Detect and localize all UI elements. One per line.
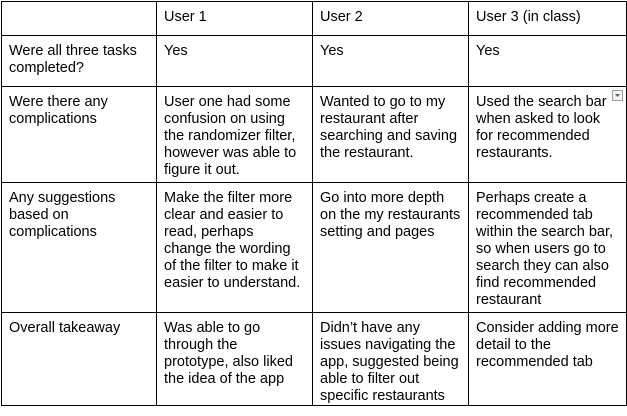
chevron-down-icon xyxy=(613,91,622,100)
header-row xyxy=(2,2,627,36)
row-label-tasks-completed[interactable]: Were all three tasks completed? xyxy=(2,36,157,87)
table-row xyxy=(2,313,627,406)
row-label-suggestions[interactable]: Any suggestions based on complications xyxy=(2,183,157,313)
active-table-cell[interactable] xyxy=(469,87,627,183)
table-cell[interactable]: Didn’t have any issues navigating the app, suggested being able to filter out specific restaurants xyxy=(313,313,469,406)
header-cell-user-2[interactable]: User 2 xyxy=(313,2,469,36)
table-row xyxy=(2,183,627,313)
table-cell[interactable]: Yes xyxy=(313,36,469,87)
table-cell[interactable]: Consider adding more detail to the recommended tab xyxy=(469,313,627,406)
row-label-complications[interactable]: Were there any complications xyxy=(2,87,157,183)
header-cell-user-3[interactable]: User 3 (in class) xyxy=(469,2,627,36)
table-cell[interactable]: Make the filter more clear and easier to read, perhaps change the wording of the filter to make it easier to understand. xyxy=(157,183,313,313)
table-cell[interactable]: Wanted to go to my restaurant after searching and saving the restaurant. xyxy=(313,87,469,183)
header-cell-user-1[interactable]: User 1 xyxy=(157,2,313,36)
table-cell[interactable]: Yes xyxy=(469,36,627,87)
row-label-overall-takeaway[interactable]: Overall takeaway xyxy=(2,313,157,406)
table-row xyxy=(2,87,627,183)
header-cell-empty[interactable] xyxy=(2,2,157,36)
table-cell[interactable]: Was able to go through the prototype, also liked the idea of the app xyxy=(157,313,313,406)
table-cell[interactable]: Yes xyxy=(157,36,313,87)
user-testing-table xyxy=(1,1,627,406)
cell-text: Used the search bar when asked to look for recommended restaurants. xyxy=(476,94,607,161)
table-cell[interactable]: Perhaps create a recommended tab within the search bar, so when users go to search they can also find recommended restaurant xyxy=(469,183,627,313)
cell-menu-dropdown-button[interactable] xyxy=(612,90,623,101)
table-row xyxy=(2,36,627,87)
table-cell[interactable]: User one had some confusion on using the randomizer filter, however was able to figure it out. xyxy=(157,87,313,183)
table-cell[interactable]: Go into more depth on the my restaurants setting and pages xyxy=(313,183,469,313)
